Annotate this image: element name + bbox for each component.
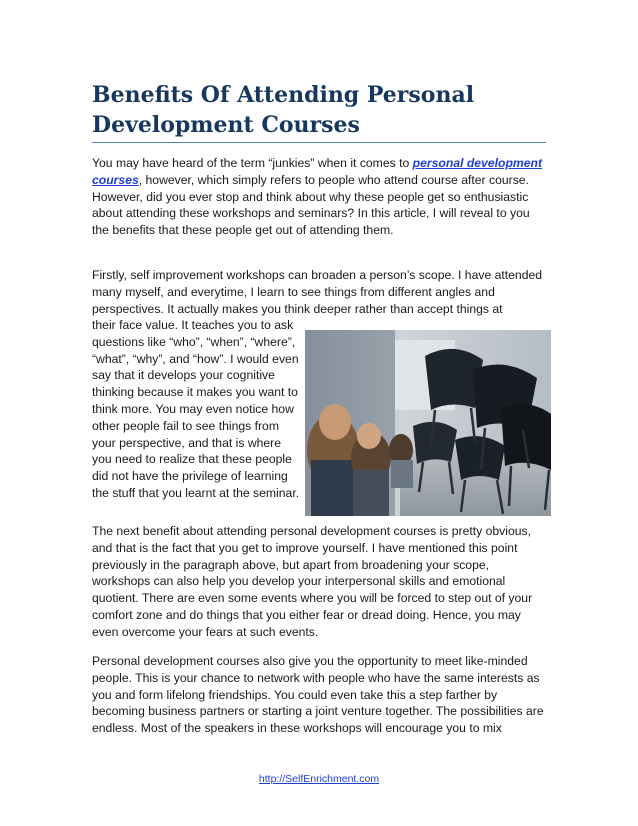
footer-url-link[interactable]: http://SelfEnrichment.com: [258, 773, 380, 785]
article-title: [92, 80, 552, 140]
title-line-2: Development Courses: [92, 112, 360, 138]
paragraph-networking: Personal development courses also give you the opportunity to meet like-minded people. This is your chance to network with people who have the same interests as you and form lifelong friendships. You could even take this a step farther by becoming business partners or starting a joint venture together. The possibilities are endless. Most of the speakers in these workshops will encourage you to mix: [92, 654, 544, 736]
paragraph-scope-full-width: Firstly, self improvement workshops can broaden a person’s scope. I have attended many myself, and everytime, I learn to see things from different angles and perspectives. It actually makes you think deeper rather than accept things at: [92, 268, 543, 316]
paragraph-intro: [92, 155, 548, 239]
paragraph-scope-beside-image: their face value. It teaches you to ask questions like “who”, “when”, “where”, “what”, “why”, and “how”. I would even say that it develops your cognitive thinking because it makes you want to think more. You may even notice how other people fail to see things from your perspective, and that is where you need to realize that these people did not have the privilege of learning the stuff that you learnt at the seminar.: [92, 318, 300, 500]
seminar-chairs-photo: [305, 330, 551, 516]
personal-development-courses-link[interactable]: personal development courses: [92, 156, 543, 187]
title-line-1: Benefits Of Attending Personal: [92, 82, 475, 108]
intro-text-before-link: You may have heard of the term “junkies” when it comes to: [92, 156, 413, 170]
paragraph-self-improvement: The next benefit about attending personal development courses is pretty obvious, and that is the fact that you get to improve yourself. I have mentioned this point previously in the paragraph above, but apart from broadening your scope, workshops can also help you develop your interpersonal skills and emotional quotient. There are even some events where you will be forced to step out of your comfort zone and do things that you either fear or dread doing. Hence, you may even overcome your fears at such events.: [92, 524, 533, 639]
title-underline-rule: [92, 142, 546, 143]
page-footer: [0, 773, 638, 785]
intro-text-after-link: , however, which simply refers to people who attend course after course. However, did you ever stop and think about why these people get so enthusiastic about attending these workshops and seminars? In this article, I will reveal to you the benefits that these people get out of attending them.: [92, 172, 530, 238]
